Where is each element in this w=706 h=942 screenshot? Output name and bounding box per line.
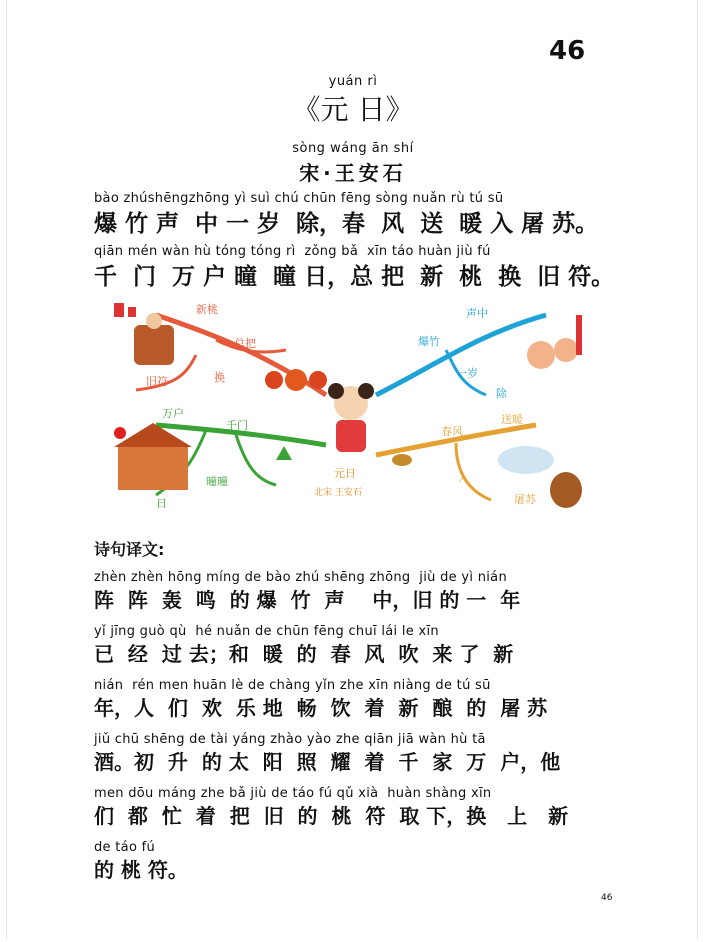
house-figure — [118, 445, 188, 490]
wine-jar-icon — [550, 472, 582, 508]
mindmap-label-3: 旧符 — [146, 375, 168, 388]
translation-line-2-pinyin: yǐ jīng guò qù hé nuǎn de chūn fēng chuī lái le xīn — [94, 624, 439, 639]
branch-blue — [376, 315, 546, 395]
poem-line-2-hanzi: 千 门 万 户 曈 曈 日，总 把 新 桃 换 旧 符。 — [94, 264, 615, 290]
poem-line-2-pinyin: qiān mén wàn hù tóng tóng rì zǒng bǎ xīn táo huàn jiù fú — [94, 244, 491, 259]
lantern-icon — [265, 371, 283, 389]
poem-line-1 — [94, 191, 598, 238]
mindmap-label-11: 一岁 — [456, 367, 478, 380]
page-number-top: 46 — [549, 36, 586, 66]
translation-line-2-hanzi: 已 经 过 去；和 暖 的 春 风 吹 来 了 新 — [94, 642, 514, 666]
ox-icon — [392, 454, 412, 466]
translation-line-1-pinyin: zhèn zhèn hōng míng de bào zhú shēng zhōng jiù de yì nián — [94, 570, 507, 585]
translation-line-5-pinyin: men dōu máng zhe bǎ jiù de táo fú qǔ xià huàn shàng xīn — [94, 786, 492, 801]
mindmap-label-14: 送暖 — [501, 413, 523, 426]
translation-line-6 — [94, 840, 188, 883]
author-name: 宋·王安石 — [299, 161, 407, 185]
sun-icon — [114, 427, 126, 439]
translation-line-5 — [94, 786, 568, 829]
translation-line-4-pinyin: jiǔ chū shēng de tài yáng zhào yào zhe qiān jiā wàn hù tā — [94, 732, 486, 747]
mindmap-center-title: 元日 — [334, 467, 356, 480]
mindmap-label-4: 换 — [214, 371, 225, 384]
children-figures — [527, 341, 555, 369]
mindmap-label-15: 入 — [458, 471, 469, 484]
poem-line-2 — [94, 244, 614, 291]
author-pinyin: sòng wáng ān shí — [292, 141, 414, 156]
plant-icon — [276, 446, 292, 460]
translation-line-1-hanzi: 阵 阵 轰 鸣 的 爆 竹 声 中，旧 的 一 年 — [94, 588, 521, 612]
scholar-figure — [134, 325, 174, 365]
firecracker-icon — [576, 315, 582, 355]
poem-line-1-hanzi: 爆 竹 声 中 一 岁 除，春 风 送 暖 入 屠 苏。 — [94, 211, 599, 237]
translation-line-4-hanzi: 酒。初 升 的 太 阳 照 耀 着 千 家 万 户，他 — [94, 750, 561, 774]
mindmap-label-5: 万户 — [162, 407, 184, 420]
translation-line-3 — [94, 678, 547, 721]
poem-line-1-pinyin: bào zhúshēngzhōng yì suì chú chūn fēng sòng nuǎn rù tú sū — [94, 191, 504, 206]
mind-map-illustration — [96, 295, 608, 525]
mindmap-label-6: 千门 — [226, 419, 248, 432]
title-pinyin: yuán rì — [328, 74, 378, 89]
translation-line-1 — [94, 570, 520, 613]
translation-line-4 — [94, 732, 560, 775]
translation-heading: 诗句译文: — [94, 540, 165, 559]
translation-line-5-hanzi: 们 都 忙 着 把 旧 的 桃 符 取 下，换 上 新 — [94, 804, 569, 828]
mindmap-label-9: 爆竹 — [418, 335, 440, 348]
mindmap-label-1: 新桃 — [196, 303, 218, 316]
mindmap-label-7: 日 — [156, 497, 167, 510]
mindmap-label-8: 曈曈 — [206, 475, 228, 488]
poem-title: 《元 日》 — [292, 93, 414, 126]
mindmap-label-13: 春风 — [441, 425, 463, 438]
mindmap-label-16: 屠苏 — [514, 493, 536, 506]
mindmap-label-2: 总把 — [234, 337, 256, 350]
translation-line-6-pinyin: de táo fú — [94, 840, 156, 855]
mindmap-center-author: 北宋 王安石 — [314, 488, 362, 498]
translation-line-3-pinyin: nián rén men huān lè de chàng yǐn zhe xīn niàng de tú sū — [94, 678, 491, 693]
translation-line-2 — [94, 624, 513, 667]
translation-line-6-hanzi: 的 桃 符。 — [94, 858, 188, 882]
mindmap-label-10: 声中 — [466, 307, 488, 320]
wind-cloud-icon — [498, 446, 554, 474]
page-number-bottom: 46 — [601, 893, 613, 903]
mindmap-label-12: 除 — [496, 387, 507, 400]
translation-line-3-hanzi: 年，人 们 欢 乐 地 畅 饮 着 新 酿 的 屠 苏 — [94, 696, 548, 720]
